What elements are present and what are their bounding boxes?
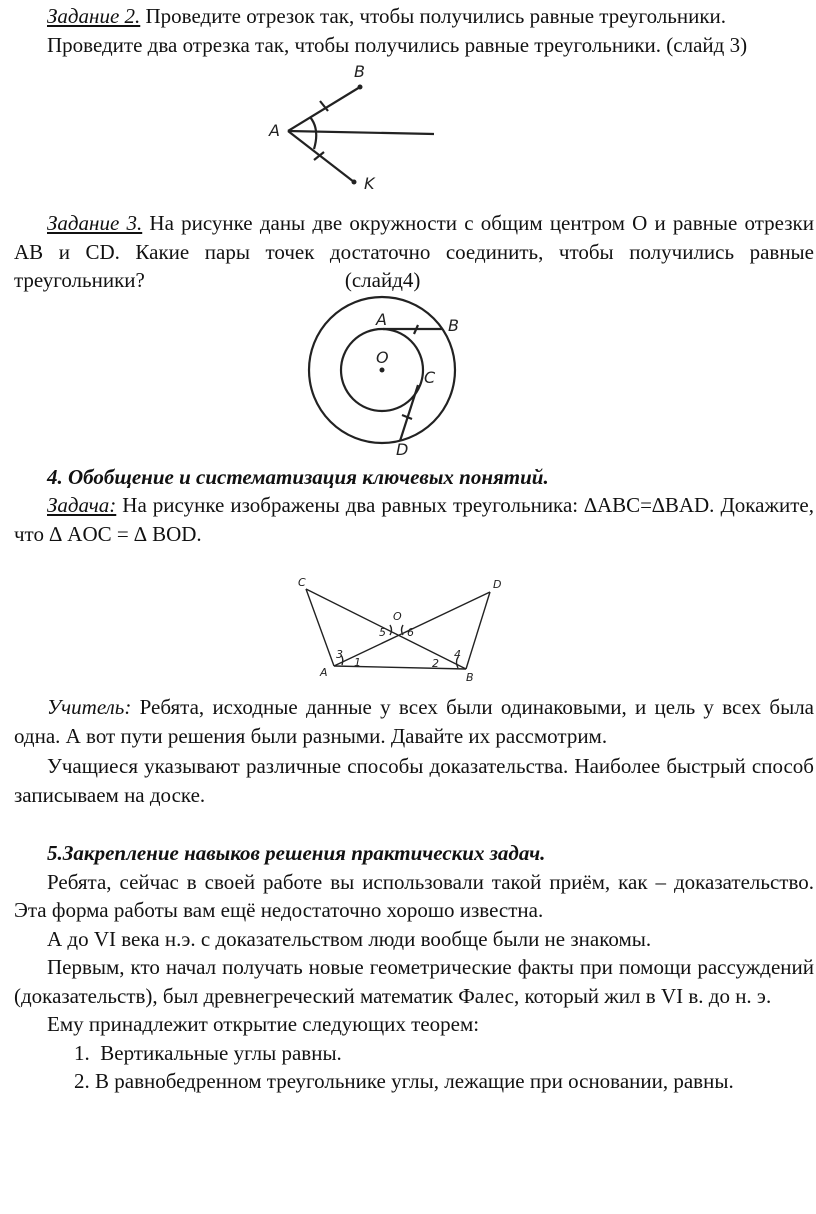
label-a: A — [376, 309, 387, 329]
label-3: 3 — [336, 648, 343, 661]
section4-task-label: Задача: — [47, 493, 117, 517]
ray-horizontal — [288, 131, 434, 134]
list-item — [14, 1039, 814, 1068]
task3-figure — [14, 295, 814, 457]
section5-heading: 5.Закрепление навыков решения практических задач. — [47, 841, 546, 865]
section5-p4: Ему принадлежит открытие следующих теорем: — [47, 1012, 480, 1036]
point-b — [358, 85, 363, 90]
label-5: 5 — [379, 626, 386, 639]
list-text: В равнобедренном треугольнике углы, лежащие при основании, равны. — [95, 1069, 734, 1093]
label-c: C — [298, 576, 306, 589]
segment-ak — [288, 131, 354, 182]
task2-line2: Проведите два отрезка так, чтобы получились равные треугольники. (слайд 3) — [47, 32, 748, 57]
label-a: A — [320, 666, 328, 679]
circles-diagram — [14, 295, 814, 457]
list-item — [14, 1067, 814, 1096]
label-b: B — [466, 671, 474, 684]
label-6: 6 — [407, 626, 414, 639]
label-4: 4 — [454, 648, 461, 661]
label-k: K — [364, 174, 375, 193]
segment-cd — [400, 385, 418, 441]
document-page — [14, 0, 814, 1096]
section5-p1: Ребята, сейчас в своей работе вы использовали такой приём, как – доказательство. Эта форма работы вам ещё недостаточно хорошо известна. — [14, 869, 814, 922]
task3-slide: (слайд4) — [344, 268, 421, 292]
list-text: Вертикальные углы равны. — [100, 1040, 342, 1065]
section4-task — [14, 491, 814, 548]
label-b: B — [448, 315, 459, 335]
triangles-diagram — [14, 548, 814, 693]
task2-text: Проведите отрезок так, чтобы получились равные треугольники. — [140, 4, 727, 28]
arc-5 — [390, 625, 392, 635]
section5-p3: Первым, кто начал получать новые геометрические факты при помощи рассуждений (доказательств), был древнегреческий математик Фалес, который жил в VI в. до н. э. — [14, 955, 814, 1008]
segment-ab — [288, 87, 360, 131]
teacher-label: Учитель: — [47, 695, 132, 719]
label-c: C — [424, 367, 436, 387]
angle-diagram — [14, 59, 814, 209]
teacher-text: Ребята, исходные данные у всех были одинаковыми, и цель у всех была одна. А вот пути решения были разными. Давайте их рассмотрим. — [14, 695, 814, 748]
label-d: D — [396, 439, 409, 457]
label-o: O — [376, 347, 389, 367]
section4-task-text: На рисунке изображены два равных треугольника: ∆ABC=∆BAD. Докажите, что ∆ AOC = ∆ BOD. — [14, 493, 814, 546]
side-db — [466, 592, 490, 669]
section4-figure — [14, 548, 814, 693]
task3-label: Задание 3. — [47, 211, 143, 235]
label-a: A — [269, 121, 280, 140]
point-k — [352, 180, 357, 185]
label-d: D — [493, 578, 502, 591]
task3-text: На рисунке даны две окружности с общим центром О и равные отрезки АВ и CD. Какие пары точек достаточно соединить, чтобы получились равные треугольники? — [14, 211, 815, 292]
list-num: 1. — [74, 1040, 90, 1065]
task2-figure — [14, 59, 814, 209]
task3-paragraph — [14, 209, 814, 295]
list-num: 2. — [74, 1069, 90, 1093]
label-o: O — [393, 610, 402, 623]
label-1: 1 — [354, 656, 361, 669]
students-paragraph: Учащиеся указывают различные способы доказательства. Наиболее быстрый способ записываем на доске. — [14, 754, 814, 807]
label-2: 2 — [432, 657, 439, 670]
section4-heading: 4. Обобщение и систематизация ключевых понятий. — [47, 464, 549, 489]
teacher-paragraph — [14, 693, 814, 750]
angle-arc — [310, 117, 316, 149]
section5-p2: А до VI века н.э. с доказательством люди вообще были не знакомы. — [47, 926, 652, 951]
center-o — [380, 367, 385, 372]
task2-label: Задание 2. — [47, 4, 141, 28]
task2-line1 — [14, 2, 814, 31]
label-b: B — [354, 62, 365, 81]
arc-6 — [402, 625, 404, 635]
